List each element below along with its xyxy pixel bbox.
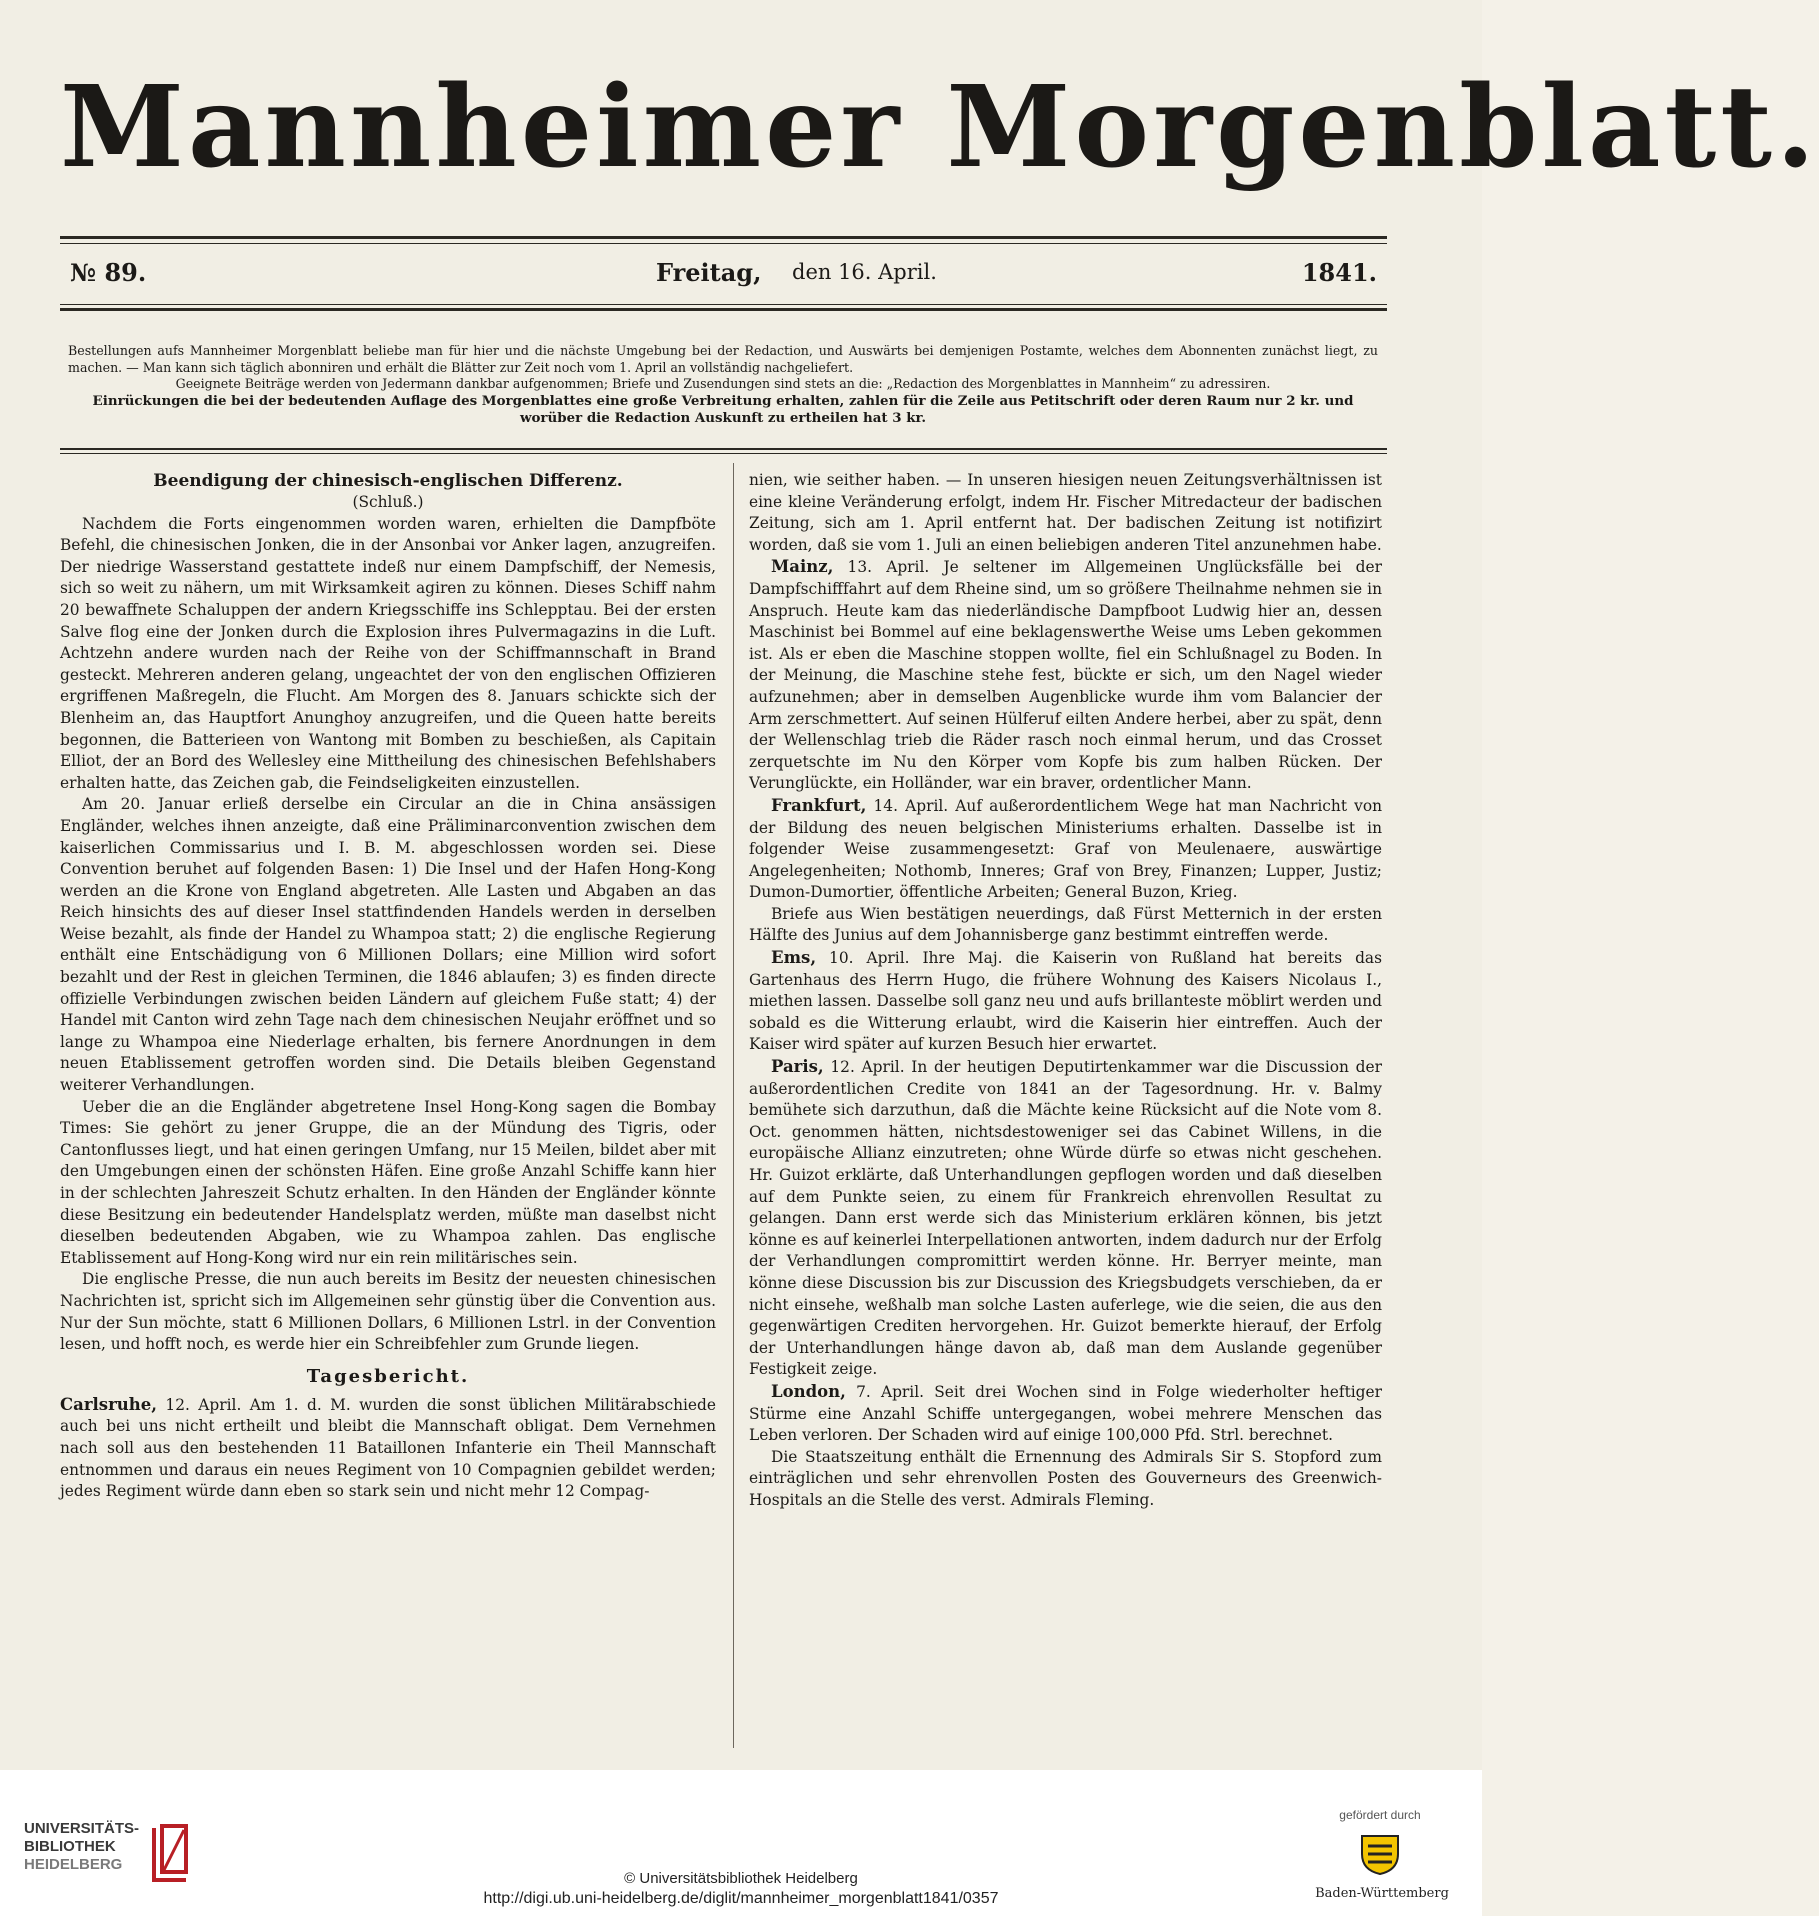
notice-bottom-rule xyxy=(60,448,1387,450)
left-column xyxy=(60,470,716,1770)
issue-year: 1841. xyxy=(1301,258,1377,287)
dateline-place: Frankfurt, xyxy=(771,795,867,815)
article-paragraph: Die englische Presse, die nun auch bereits im Besitz der neuesten chinesischen Nachrichten ist, spricht sich im Allgemeinen sehr günstig über die Convention aus. Nur der Sun möchte, statt 6 Millionen Dollars, 6 Millionen Lstrl. in der Convention lesen, und hofft noch, es werde hier ein Schreibfehler zum Grunde liegen. xyxy=(60,1270,716,1354)
issue-date: den 16. April. xyxy=(792,260,937,284)
top-thin-rule xyxy=(60,243,1387,244)
dateline-place: Carlsruhe, xyxy=(60,1394,158,1414)
news-item-staatszeitung: Die Staatszeitung enthält die Ernennung des Admirals Sir S. Stopford zum einträglichen und sehr ehrenvollen Posten des Gouverneurs des Greenwich-Hospitals an die Stelle des verst. Admirals Fleming. xyxy=(749,1447,1382,1509)
logo-line-2: BIBLIOTHEK xyxy=(24,1838,116,1855)
news-text: 10. April. Ihre Maj. die Kaiserin von Rußland hat bereits das Gartenhaus des Herrn Hugo, die frühere Wohnung des Kaisers Nicolaus I., miethen lassen. Dasselbe soll ganz neu und aufs brillanteste möblirt werden und sobald es die Witterung erlaubt, wird die Kaiserin hier eintreffen. Auch der Kaiser wird später auf kurzen Besuch hier erwartet. xyxy=(749,949,1382,1054)
news-item-paris xyxy=(749,1056,1382,1381)
news-item-ems xyxy=(749,947,1382,1056)
news-text: 14. April. Auf außerordentlichem Wege hat man Nachricht von der Bildung des neuen belgischen Ministeriums erhalten. Dasselbe ist in folgender Weise zusammengesetzt: Graf von Meulenaere, auswärtige Angelegenheiten; Nothomb, Inneres; Graf von Brey, Finanzen; Lupper, Justiz; Dumon-Dumortier, öffentliche Arbeiten; General Buzon, Krieg. xyxy=(749,796,1382,902)
article-paragraph: Am 20. Januar erließ derselbe ein Circular an die in China ansässigen Engländer, welches ihnen anzeigte, daß eine Präliminarconvention zwischen dem kaiserlichen Commissarius und I. B. M. abgeschlossen worden sei. Diese Convention beruhet auf folgenden Basen: 1) Die Insel und der Hafen Hong-Kong werden an die Krone von England abgetreten. Alle Lasten und Abgaben an das Reich hinsichts des auf dieser Insel stattfindenden Handels werden in derselben Weise bezahlt, als finde der Handel zu Whampoa statt; 2) die englische Regierung enthält eine Entschädigung von 6 Millionen Dollars; eine Million wird sofort bezahlt und der Rest in gleichen Terminen, die 1846 ablaufen; 3) es finden directe offizielle Verbindungen zwischen beiden Ländern auf gleichem Fuße statt; 4) der Handel mit Canton wird zehn Tage nach dem chinesischen Neujahr eröffnet und so lange zu Whampoa eine Niederlage erhalten, bis fernere Anordnungen in dem neuen Etablissement getroffen worden sind. Die Details bleiben Gegenstand weiterer Verhandlungen. xyxy=(60,795,716,1095)
news-text: 7. April. Seit drei Wochen sind in Folge wiederholter heftiger Stürme eine Anzahl Schiffe untergegangen, wobei mehrere Menschen das Leben verloren. Der Schaden wird auf einige 100,000 Pfd. Strl. berechnet. xyxy=(749,1382,1382,1445)
dateline xyxy=(60,258,1387,298)
ub-heidelberg-logo-text[interactable] xyxy=(24,1820,139,1874)
issue-number: № 89. xyxy=(70,258,147,287)
masthead-title: Mannheimer Morgenblatt. xyxy=(60,62,1819,193)
section-heading: Tagesbericht. xyxy=(306,1365,470,1387)
news-item-vienna: Briefe aus Wien bestätigen neuerdings, daß Fürst Metternich in der ersten Hälfte des Junius auf dem Johannisberge ganz bestimmt eintreffen werde. xyxy=(749,904,1382,945)
news-item-carlsruhe xyxy=(60,1394,716,1503)
news-item-london xyxy=(749,1381,1382,1447)
dateline-thin-rule xyxy=(60,304,1387,305)
news-item-mainz xyxy=(749,556,1382,795)
news-text: 13. April. Je seltener im Allgemeinen Unglücksfälle bei der Dampfschifffahrt auf dem Rheine sind, um so größere Theilnahme nehmen sie in Anspruch. Heute kam das niederländische Dampfboot Ludwig hier an, dessen Maschinist bei Bommel auf eine beklagenswerthe Weise ums Leben gekommen ist. Als er eben die Maschine stoppen wollte, fiel ein Schlußnagel zu Boden. In der Meinung, die Maschine stehe fest, bückte er sich, um den Nagel wieder aufzunehmen; aber in demselben Augenblicke wurde ihm vom Balancier der Arm zerschmettert. Auf seinen Hülferuf eilten Andere herbei, aber zu spät, denn der Wellenschlag trieb die Räder rasch noch einmal herum, und das Crosset zerquetschte im Nu den Körper vom Kopfe bis zum halben Rücken. Der Verunglückte, ein Holländer, war ein braver, ordentlicher Mann. xyxy=(749,558,1382,793)
article-continuation: nien, wie seither haben. — In unseren hiesigen neuen Zeitungsverhältnissen ist eine kleine Veränderung erfolgt, indem Hr. Fischer Mitredacteur der badischen Zeitung, sich am 1. April entfernt hat. Der badischen Zeitung ist notifizirt worden, daß sie vom 1. Juli an einen beliebigen anderen Titel anzunehmen habe. xyxy=(749,471,1382,554)
news-item-frankfurt xyxy=(749,795,1382,904)
sponsor-label: gefördert durch xyxy=(1339,1808,1421,1822)
permalink-url[interactable]: http://digi.ub.uni-heidelberg.de/diglit/mannheimer_morgenblatt1841/0357 xyxy=(483,1890,999,1907)
dateline-place: Paris, xyxy=(771,1057,824,1077)
notice-advertising: Einrückungen die bei der bedeutenden Auflage des Morgenblattes eine große Verbreitung erhalten, zahlen für die Zeile aus Petitschrift oder deren Raum nur 2 kr. und worüber die Redaction Auskunft zu ertheilen hat 3 kr. xyxy=(92,393,1354,426)
news-text: 12. April. In der heutigen Deputirtenkammer war die Discussion der außerordentlichen Credite von 1841 an der Tagesordnung. Hr. v. Balmy bemühete sich darzuthun, daß die Mächte keine Rücksicht auf die Note vom 8. Oct. genommen hätten, nichtsdestoweniger sei das Cabinet Willens, in die europäische Allianz einzutreten; ohne Würde dürfe so etwas nicht geschehen. Hr. Guizot erklärte, daß Unterhandlungen gepflogen worden und daß dieselben auf dem Punkte seien, zu einem für Frankreich ehrenvollen Resultat zu gelangen. Dann erst werde sich das Ministerium erklären können, bis jetzt könne es auf keinerlei Interpellationen antworten, indem dadurch nur der Erfolg der Verhandlungen compromittirt werden könne. Hr. Berryer meinte, man könne diese Discussion bis zur Discussion des Kriegsbudgets verschieben, da er nicht einsehe, weßhalb man solche Lasten auferlege, wie die seien, die aus den gegenwärtigen Crediten hervorgehen. Hr. Guizot bemerkte hierauf, der Erfolg der Unterhandlungen hänge davon ab, daß man dem Auslande gegenüber Festigkeit zeige. xyxy=(749,1058,1382,1379)
notice-bottom-thin-rule xyxy=(60,453,1387,454)
notice-contributions: Geeignete Beiträge werden von Jedermann dankbar aufgenommen; Briefe und Zusendungen sind stets an die: „Redaction des Morgenblattes in Mannheim“ zu adressiren. xyxy=(175,376,1271,392)
column-divider xyxy=(733,463,734,1748)
sponsor-name: Baden-Württemberg xyxy=(1315,1886,1449,1901)
article-paragraph: Ueber die an die Engländer abgetretene Insel Hong-Kong sagen die Bombay Times: Sie gehört zu jener Gruppe, die an der Mündung des Tigris, oder Cantonflusses liegt, und hat einen geringen Umfang, nur 15 Meilen, bildet aber mit den Umgebungen einen der schönsten Häfen. Eine große Anzahl Schiffe kann hier in der schlechten Jahreszeit Schutz erhalten. In den Händen der Engländer könnte diese Besitzung ein bedeutender Handelsplatz werden, müßte man daselbst nicht dieselben bedeutenden Abgaben, wie zu Whampoa zahlen. Das englische Etablissement auf Hong-Kong wird nur ein rein militärisches sein. xyxy=(60,1097,716,1267)
notice-subscription: Bestellungen aufs Mannheimer Morgenblatt beliebe man für hier und die nächste Umgebung bei der Redaction, und Auswärts bei demjenigen Postamte, welches dem Abonnenten zunächst liegt, zu machen. — Man kann sich täglich abonniren und erhält die Blätter zur Zeit noch vom 1. April an vollständig nachgeliefert. xyxy=(68,343,1378,375)
dateline-place: Mainz, xyxy=(771,557,834,577)
coat-of-arms-icon xyxy=(1356,1832,1404,1876)
right-column xyxy=(749,470,1382,1760)
article-title: Beendigung der chinesisch-englischen Differenz. xyxy=(153,471,623,491)
dateline-thick-rule xyxy=(60,308,1387,311)
article-subtitle: (Schluß.) xyxy=(352,493,424,511)
dateline-place: London, xyxy=(771,1381,846,1401)
weekday: Freitag, xyxy=(656,258,762,287)
copyright-notice: © Universitätsbibliothek Heidelberg xyxy=(624,1870,858,1887)
subscription-notice xyxy=(68,343,1378,427)
dateline-place: Ems, xyxy=(771,948,817,968)
logo-line-1: UNIVERSITÄTS- xyxy=(24,1820,140,1837)
footer xyxy=(0,1770,1482,1916)
logo-line-3: HEIDELBERG xyxy=(24,1856,123,1873)
article-paragraph: Nachdem die Forts eingenommen worden waren, erhielten die Dampfböte Befehl, die chinesischen Jonken, die in der Ansonbai vor Anker lagen, anzugreifen. Der niedrige Wasserstand gestattete indeß nur einem Dampfschiff, der Nemesis, sich so weit zu nähern, um mit Wirksamkeit agiren zu können. Dieses Schiff nahm 20 bewaffnete Schaluppen der andern Kriegsschiffe ins Schlepptau. Bei der ersten Salve flog eine der Jonken durch die Explosion ihres Pulvermagazins in die Luft. Achtzehn andere wurden nach der Reihe von der Schiffmannschaft in Brand gesteckt. Mehreren anderen gelang, ungeachtet der von den englischen Offizieren ergriffenen Maßregeln, die Flucht. Am Morgen des 8. Januars schickte sich der Blenheim an, das Hauptfort Anunghoy anzugreifen, und die Queen hatte bereits begonnen, die Batterieen von Wantong mit Bomben zu beschießen, als Capitain Elliot, der an Bord des Wellesley eine Mittheilung des chinesischen Befehlshabers erhalten hatte, das Zeichen gab, die Feindseligkeiten einzustellen. xyxy=(60,514,716,792)
top-double-rule xyxy=(60,236,1387,239)
news-text: 12. April. Am 1. d. M. wurden die sonst üblichen Militärabschiede auch bei uns nicht ertheilt und bleibt die Mannschaft obligat. Dem Vernehmen nach soll aus den bestehenden 11 Bataillonen Infanterie ein Theil Mannschaft entnommen und daraus ein neues Regiment von 10 Compagnien gebildet werden; jedes Regiment würde dann eben so stark sein und nicht mehr 12 Compag- xyxy=(60,1395,716,1501)
